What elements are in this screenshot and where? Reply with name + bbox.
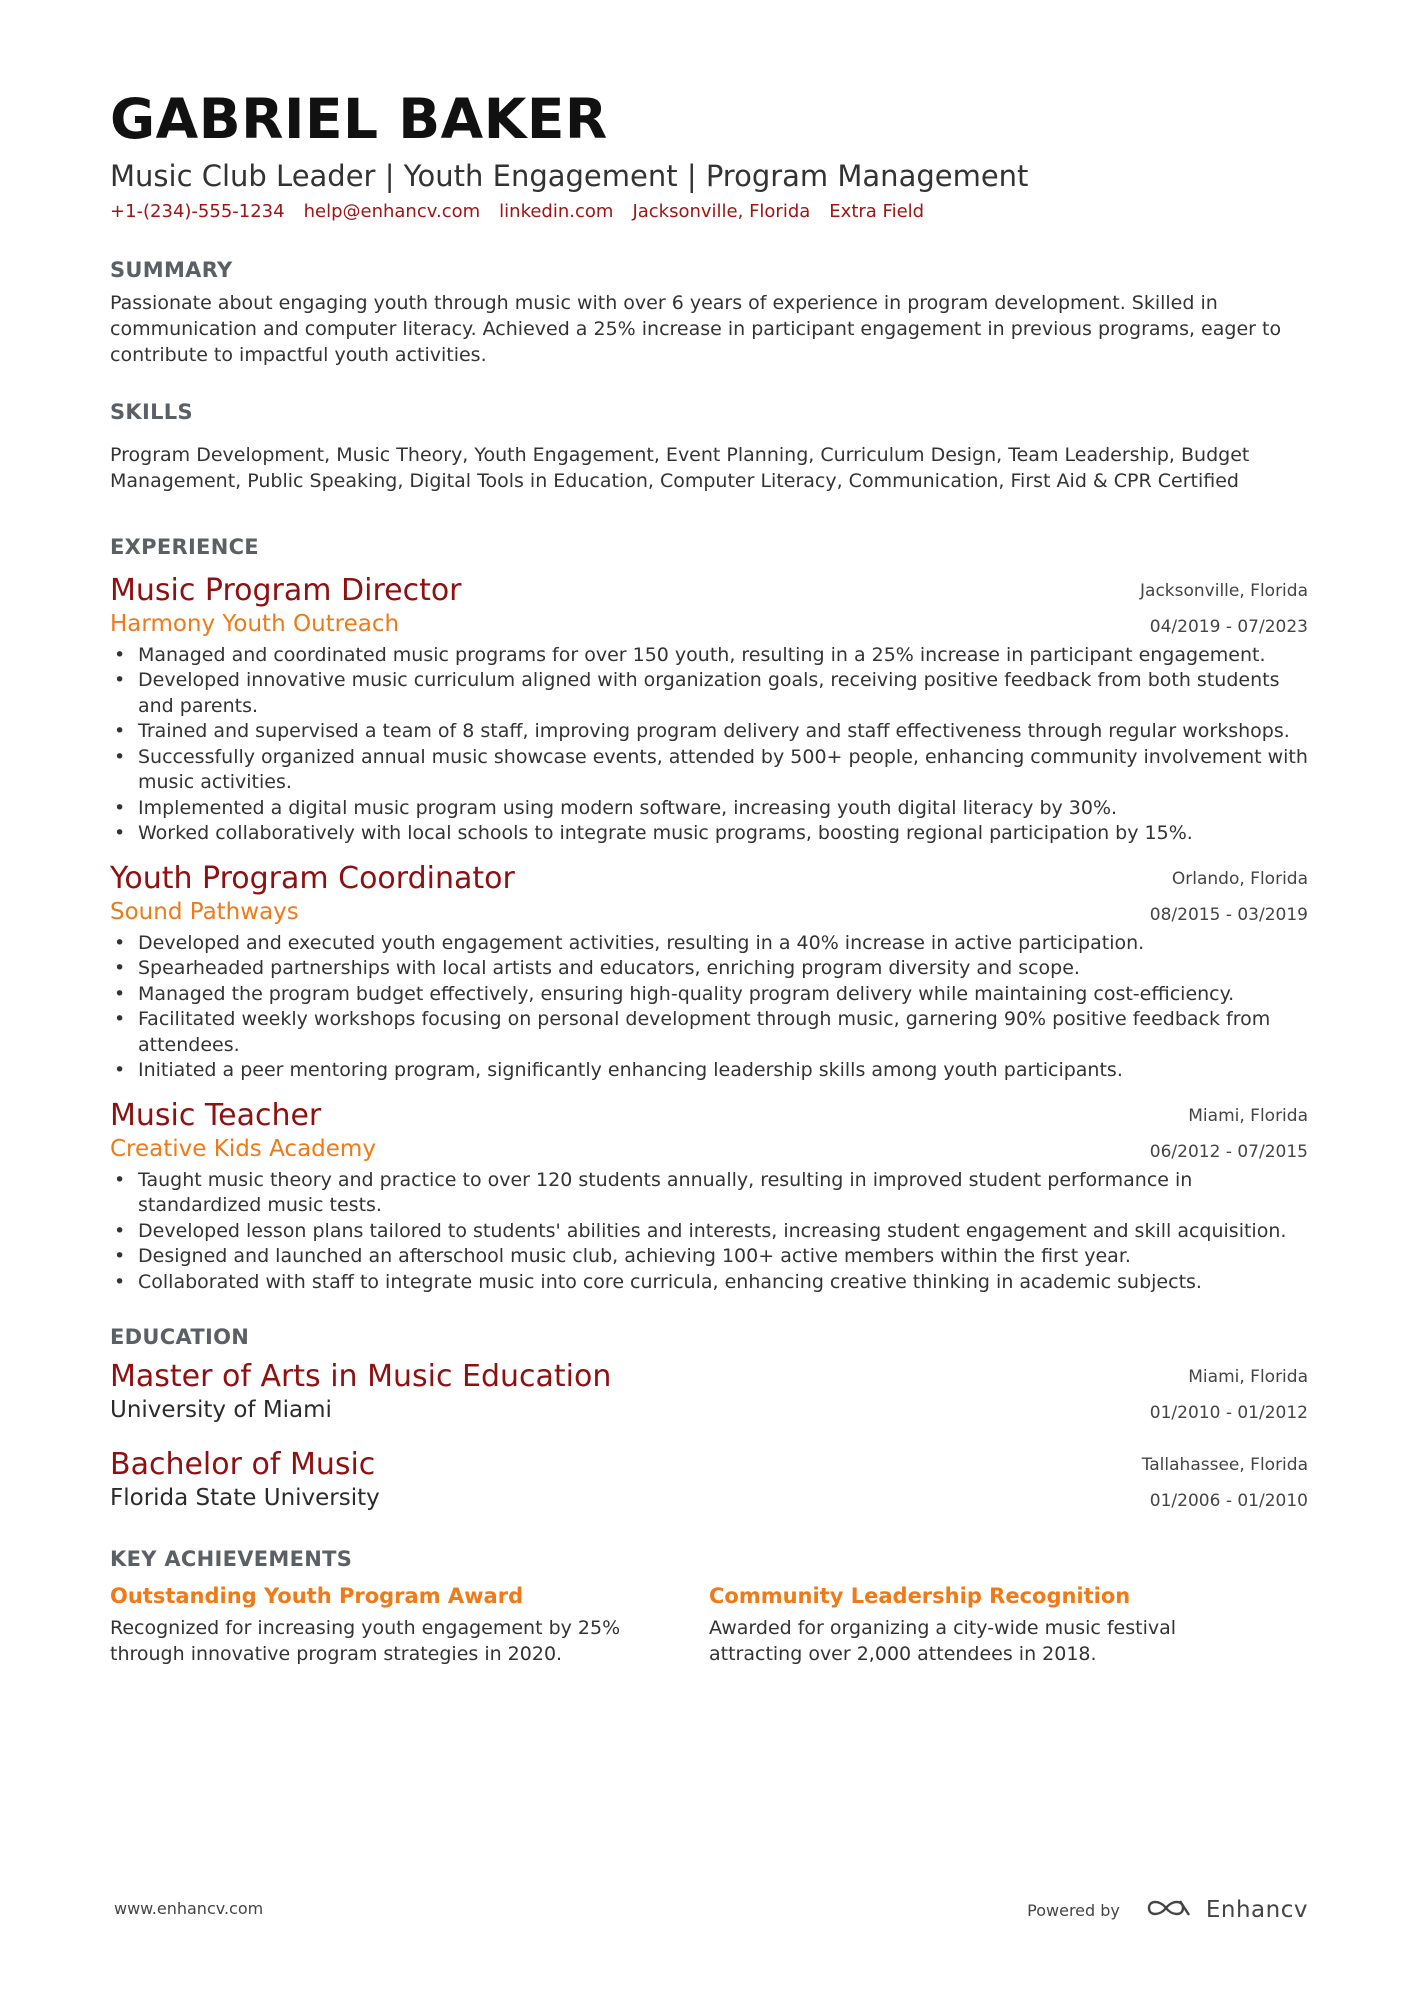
- list-item: • Managed the program budget effectively, ensuring high-quality program delivery while maintaining cost-efficiency.: [110, 982, 1308, 1008]
- entry-meta: [1150, 861, 1308, 933]
- job-location: Orlando, Florida: [1171, 868, 1308, 889]
- entry-meta: [1142, 1447, 1308, 1519]
- education-dates: 01/2010 - 01/2012: [1149, 1403, 1308, 1424]
- school-location: Tallahassee, Florida: [1141, 1455, 1308, 1476]
- education-heading: EDUCATION: [110, 1325, 250, 1350]
- list-item: • Implemented a digital music program using modern software, increasing youth digital literacy by 30%.: [110, 796, 1308, 822]
- achievement-description: Recognized for increasing youth engagement by 25% through innovative program strategies in 2020.: [110, 1617, 621, 1666]
- list-item: • Taught music theory and practice to over 120 students annually, resulting in improved student performance in standardized music tests.: [110, 1168, 1308, 1219]
- entry-header: [110, 573, 1308, 639]
- achievement-list: [110, 931, 1308, 1084]
- job-dates: 04/2019 - 07/2023: [1149, 616, 1308, 637]
- enhancv-logo-icon: [1146, 1895, 1192, 1925]
- list-item: • Facilitated weekly workshops focusing on personal development through music, garnering 90% positive feedback from attendees.: [110, 1007, 1308, 1058]
- list-item: • Worked collaboratively with local schools to integrate music programs, boosting regional participation by 15%.: [110, 821, 1308, 847]
- list-item: • Initiated a peer mentoring program, significantly enhancing leadership skills among youth participants.: [110, 1058, 1308, 1084]
- entry-meta: [1140, 573, 1308, 645]
- list-item: • Developed lesson plans tailored to students' abilities and interests, increasing student engagement and skill acquisition.: [110, 1219, 1308, 1245]
- experience-entry: [110, 573, 1308, 847]
- list-item: • Trained and supervised a team of 8 staff, improving program delivery and staff effectiveness through regular workshops.: [110, 719, 1308, 745]
- company-name: Harmony Youth Outreach: [110, 610, 400, 637]
- achievement-name: Outstanding Youth Program Award: [110, 1584, 524, 1609]
- list-item: • Spearheaded partnerships with local artists and educators, enriching program diversity and scope.: [110, 956, 1308, 982]
- footer-branding: [1027, 1895, 1308, 1925]
- job-location: Jacksonville, Florida: [1140, 580, 1308, 601]
- list-item: • Managed and coordinated music programs for over 150 youth, resulting in a 25% increase in participant engagement.: [110, 643, 1308, 669]
- job-title: Music Program Director: [110, 572, 462, 608]
- job-dates: 08/2015 - 03/2019: [1149, 904, 1308, 925]
- achievement-list: [110, 1168, 1308, 1296]
- job-title: Music Teacher: [110, 1097, 322, 1133]
- achievement-list: [110, 643, 1308, 847]
- list-item: • Collaborated with staff to integrate music into core curricula, enhancing creative thinking in academic subjects.: [110, 1270, 1308, 1296]
- experience-entry: [110, 861, 1308, 1084]
- education-dates: 01/2006 - 01/2010: [1149, 1491, 1308, 1512]
- entry-header: [110, 1359, 1308, 1425]
- degree-title: Bachelor of Music: [110, 1447, 376, 1483]
- contact-bar: [110, 201, 1308, 222]
- job-dates: 06/2012 - 07/2015: [1149, 1141, 1308, 1162]
- school-name: Florida State University: [110, 1485, 380, 1512]
- extra-field: Extra Field: [829, 200, 925, 222]
- achievements-heading: KEY ACHIEVEMENTS: [110, 1547, 353, 1572]
- education-entry: [110, 1359, 1308, 1425]
- achievement-card: [110, 1581, 671, 1667]
- company-name: Sound Pathways: [110, 898, 299, 925]
- entry-header: [110, 861, 1308, 927]
- degree-title: Master of Arts in Music Education: [110, 1359, 612, 1395]
- school-location: Miami, Florida: [1188, 1367, 1308, 1388]
- list-item: • Developed innovative music curriculum aligned with organization goals, receiving positive feedback from both students and parents.: [110, 668, 1308, 719]
- entry-meta: [1150, 1359, 1308, 1431]
- entry-header: [110, 1447, 1308, 1513]
- footer-website-link[interactable]: www.enhancv.com: [114, 1899, 264, 1918]
- summary-heading: SUMMARY: [110, 257, 233, 282]
- location-text: Jacksonville, Florida: [632, 200, 811, 222]
- experience-heading: EXPERIENCE: [110, 534, 259, 559]
- email-link[interactable]: help@enhancv.com: [303, 200, 481, 222]
- education-entry: [110, 1447, 1308, 1513]
- job-title: Youth Program Coordinator: [110, 860, 515, 896]
- list-item: • Successfully organized annual music showcase events, attended by 500+ people, enhancing community involvement with music activities.: [110, 745, 1308, 796]
- achievement-description: Awarded for organizing a city-wide music festival attracting over 2,000 attendees in 2018.: [709, 1617, 1177, 1666]
- list-item: • Designed and launched an afterschool music club, achieving 100+ active members within the first year.: [110, 1244, 1308, 1270]
- skills-heading: SKILLS: [110, 399, 193, 424]
- resume-page: [110, 87, 1308, 1667]
- linkedin-link[interactable]: linkedin.com: [499, 200, 614, 222]
- candidate-name: GABRIEL BAKER: [110, 87, 608, 151]
- entry-header: [110, 1098, 1308, 1164]
- list-item: • Developed and executed youth engagement activities, resulting in a 40% increase in active participation.: [110, 931, 1308, 957]
- page-footer: [114, 1895, 1308, 1925]
- experience-entry: [110, 1098, 1308, 1296]
- skills-text: Program Development, Music Theory, Youth Engagement, Event Planning, Curriculum Design, Team Leadership, Budget Management, Public Speaking, Digital Tools in Education, Computer Literacy, Communication, First Aid & CPR Certified: [110, 443, 1250, 492]
- summary-text: Passionate about engaging youth through music with over 6 years of experience in program development. Skilled in communication and computer literacy. Achieved a 25% increase in participant engagement in previous programs, eager to contribute to impactful youth activities.: [110, 291, 1282, 366]
- headline: Music Club Leader | Youth Engagement | Program Management: [110, 159, 1029, 193]
- powered-by-label: Powered by: [1027, 1900, 1120, 1920]
- company-name: Creative Kids Academy: [110, 1135, 376, 1162]
- achievements-grid: [110, 1581, 1308, 1667]
- school-name: University of Miami: [110, 1397, 332, 1424]
- job-location: Miami, Florida: [1188, 1105, 1308, 1126]
- achievement-card: [709, 1581, 1270, 1667]
- entry-meta: [1150, 1098, 1308, 1170]
- brand-name: Enhancv: [1205, 1897, 1308, 1923]
- phone-link[interactable]: +1-(234)-555-1234: [110, 200, 285, 222]
- achievement-name: Community Leadership Recognition: [709, 1584, 1131, 1609]
